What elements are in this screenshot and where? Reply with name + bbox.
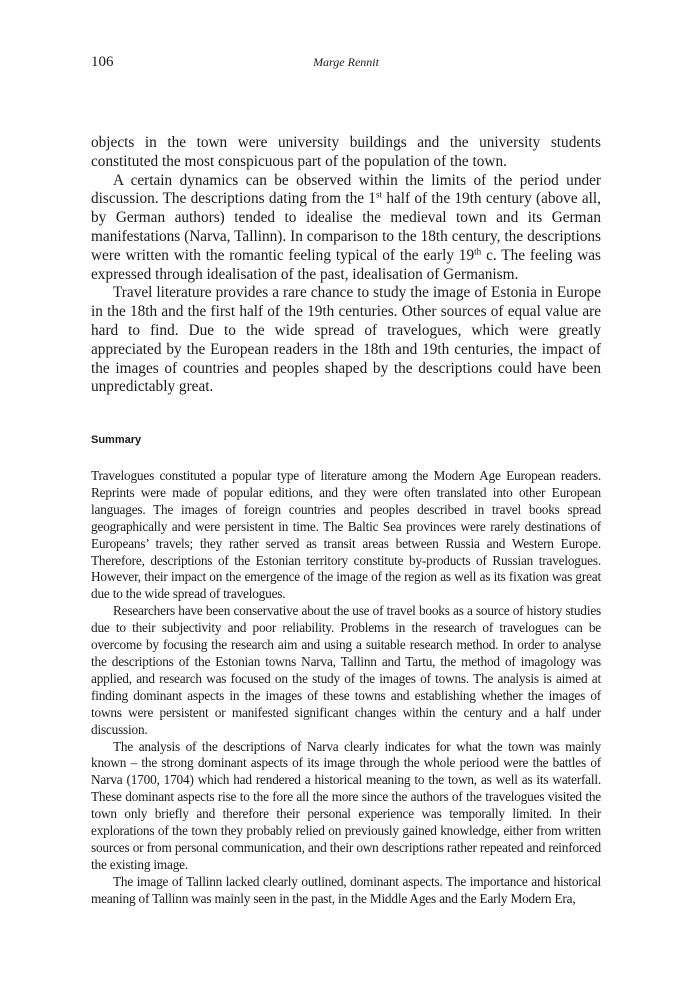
body-paragraph-2 [91, 172, 601, 285]
body-paragraph-3: Travel literature provides a rare chance to study the image of Estonia in Europe in the 18th and the first half of the 19th centuries. Other sources of equal value are hard to find. Due to the wide spread of travelogues, which were greatly appreciated by the European readers in the 18th and 19th centuries, the impact of the images of countries and peoples shaped by the descriptions could have been unpredictably great. [91, 284, 601, 396]
body-paragraph-2-part-c: c. The feeling was expressed through idealisation of the past, idealisation of Germanism. [91, 246, 601, 283]
running-title: Marge Rennit [313, 55, 379, 69]
body-text [91, 134, 601, 397]
superscript-th: th [474, 246, 482, 257]
body-paragraph-2-part-a: A certain dynamics can be observed within the limits of the period under discussion. The descriptions dating from the 1 [91, 171, 601, 208]
summary-paragraph-4: The image of Tallinn lacked clearly outlined, dominant aspects. The importance and historical meaning of Tallinn was mainly seen in the past, in the Middle Ages and the Early Modern Era, [91, 873, 601, 906]
summary-paragraph-1: Travelogues constituted a popular type of literature among the Modern Age European readers. Reprints were made of popular editions, and they were often translated into other European languages. The images of foreign countries and peoples described in travel books spread geographically and were persistent in time. The Baltic Sea provinces were rarely destinations of Europeans’ travels; they rather served as transit areas between Russia and Western Europe. Therefore, descriptions of the Estonian territory constitute by-products of Russian travelogues. However, their impact on the emergence of the image of the region as well as its fixation was great due to the wide spread of travelogues. [91, 468, 601, 602]
running-head [91, 54, 601, 74]
summary-paragraph-3: The analysis of the descriptions of Narva clearly indicates for what the town was mainly known – the strong dominant aspects of its image through the whole periood were the battles of Narva (1700, 1704) which had rendered a historical meaning to the town, as well as its waterfall. These dominant aspects rise to the fore all the more since the authors of the travelogues visited the town only briefly and therefore their personal experience was temporally limited. In their explorations of the town they probably relied on previously gained knowledge, either from written sources or from personal communication, and their own descriptions rather repeated and reinforced the existing image. [91, 738, 601, 872]
body-paragraph-1: objects in the town were university buildings and the university students constituted the most conspicuous part of the population of the town. [91, 134, 601, 170]
summary-paragraph-2: Researchers have been conservative about the use of travel books as a source of history studies due to their subjectivity and poor reliability. Problems in the research of travelogues can be overcome by focusing the research aim and using a suitable research method. In order to analyse the descriptions of the Estonian towns Narva, Tallinn and Tartu, the method of imagology was applied, and research was focused on the study of the images of towns. The analysis is aimed at finding dominant aspects in the images of these towns and establishing whether the images of towns were persistent or manifested significant changes within the century and a half under discussion. [91, 603, 601, 737]
superscript-st: st [375, 189, 383, 200]
summary-text [91, 468, 601, 908]
summary-heading: Summary [91, 434, 142, 446]
body-paragraph-2-part-b: half of the 19th century (above all, by German authors) tended to idealise the medieval town and its German manifestations (Narva, Tallinn). In comparison to the 18th century, the descriptions were written with the romantic feeling typical of the early 19 [91, 190, 602, 264]
page-number: 106 [91, 54, 114, 70]
